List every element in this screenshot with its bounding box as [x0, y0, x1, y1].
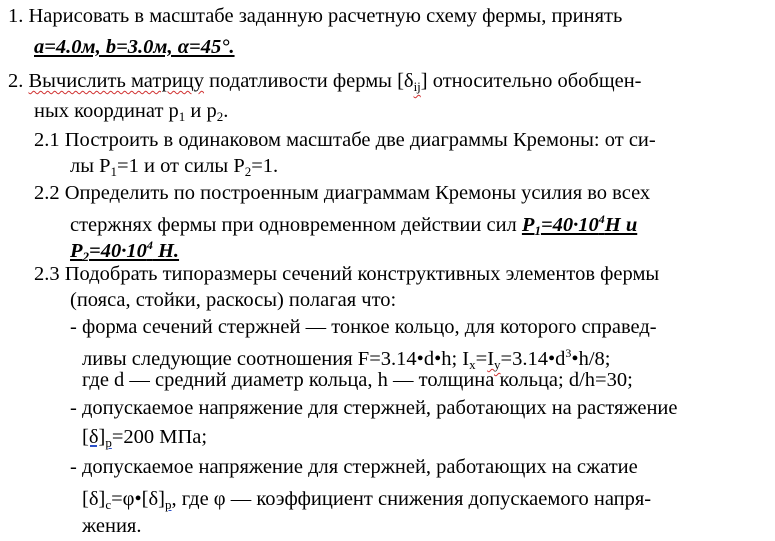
- sub-2-3-number: 2.3: [34, 263, 60, 285]
- item-1-text: Нарисовать в масштабе заданную расчетную схему фермы, принять: [28, 5, 623, 27]
- item-1-line-1: [8, 3, 622, 29]
- bullet-3-line-3: жения.: [82, 515, 142, 537]
- bullet-1-line-1: - форма сечений стержней — тонкое кольцо, для которого справед-: [70, 316, 657, 338]
- sub-2-1-s2: 2: [244, 164, 252, 179]
- sub-2-2-l2: стержнях фермы при одновременном действии сил: [70, 214, 522, 236]
- item-1-number: 1.: [8, 5, 24, 27]
- item-2-text-a: податливости фермы [δ: [209, 70, 414, 92]
- item-2-sub-ij: ij: [413, 79, 421, 94]
- item-2-sub-1: 1: [178, 109, 186, 124]
- sub-2-1-l2b: =1 и от силы P: [117, 155, 245, 177]
- force-p2: $P_2=40\cdot 10^4$ Н.: [70, 238, 180, 264]
- item-2-line-2: [34, 98, 228, 130]
- sub-2-1-l2a: лы P: [70, 155, 111, 177]
- item-2-line-1: [8, 68, 760, 100]
- sub-2-1-number: 2.1: [34, 129, 60, 151]
- item-2-line-2-a: ных координат р: [34, 100, 179, 122]
- bullet-3-line-2: $[\delta]_c=\varphi•[\delta]_p$, где φ — коэффициент снижения допускаемого напря-: [82, 488, 652, 512]
- item-2-line-2-c: .: [223, 100, 229, 122]
- bullet-2-line-1: - допускаемое напряжение для стержней, работающих на растяжение: [70, 397, 678, 419]
- force-p1: $P_1=40\cdot 10^4Н$ и: [521, 212, 638, 238]
- sub-2-1-l2c: =1.: [251, 155, 279, 177]
- item-1-params: a=4.0м, b=3.0м, α=45°.: [34, 36, 235, 58]
- sub-2-1-s1: 1: [110, 164, 118, 179]
- item-2-sub-2: 2: [216, 109, 224, 124]
- item-2-heading: Вычислить матрицу: [28, 70, 205, 92]
- bullet-1-line-2: ливы следующие соотношения F=3.14•d•h; $I_x=I_y=3.14•d^3•h/8$;: [82, 346, 611, 372]
- sub-2-1-text: Построить в одинаковом масштабе две диаграммы Кремоны: от си-: [64, 129, 656, 151]
- bullet-1-line-3: где d — средний диаметр кольца, h — толщина кольца; d/h=30;: [82, 369, 633, 391]
- item-2-number: 2.: [8, 70, 24, 92]
- item-2-line-2-b: и р: [185, 100, 217, 122]
- bullet-2-line-2: $[\delta]_p=200$ МПа;: [82, 426, 208, 450]
- sub-2-3-line-2: (пояса, стойки, раскосы) полагая что:: [70, 289, 397, 311]
- sub-2-2-line-1: [34, 180, 650, 206]
- bullet-3-line-1: - допускаемое напряжение для стержней, работающих на сжатие: [70, 456, 638, 478]
- sub-2-2-number: 2.2: [34, 182, 60, 204]
- sub-2-3-text: Подобрать типоразмеры сечений конструктивных элементов фермы: [64, 263, 660, 285]
- item-2-text-b: ] относительно обобщен-: [420, 70, 642, 92]
- sub-2-2-text: Определить по построенным диаграммам Кремоны усилия во всех: [64, 182, 651, 204]
- sub-2-1-line-1: [34, 127, 656, 153]
- sub-2-3-line-1: [34, 261, 659, 287]
